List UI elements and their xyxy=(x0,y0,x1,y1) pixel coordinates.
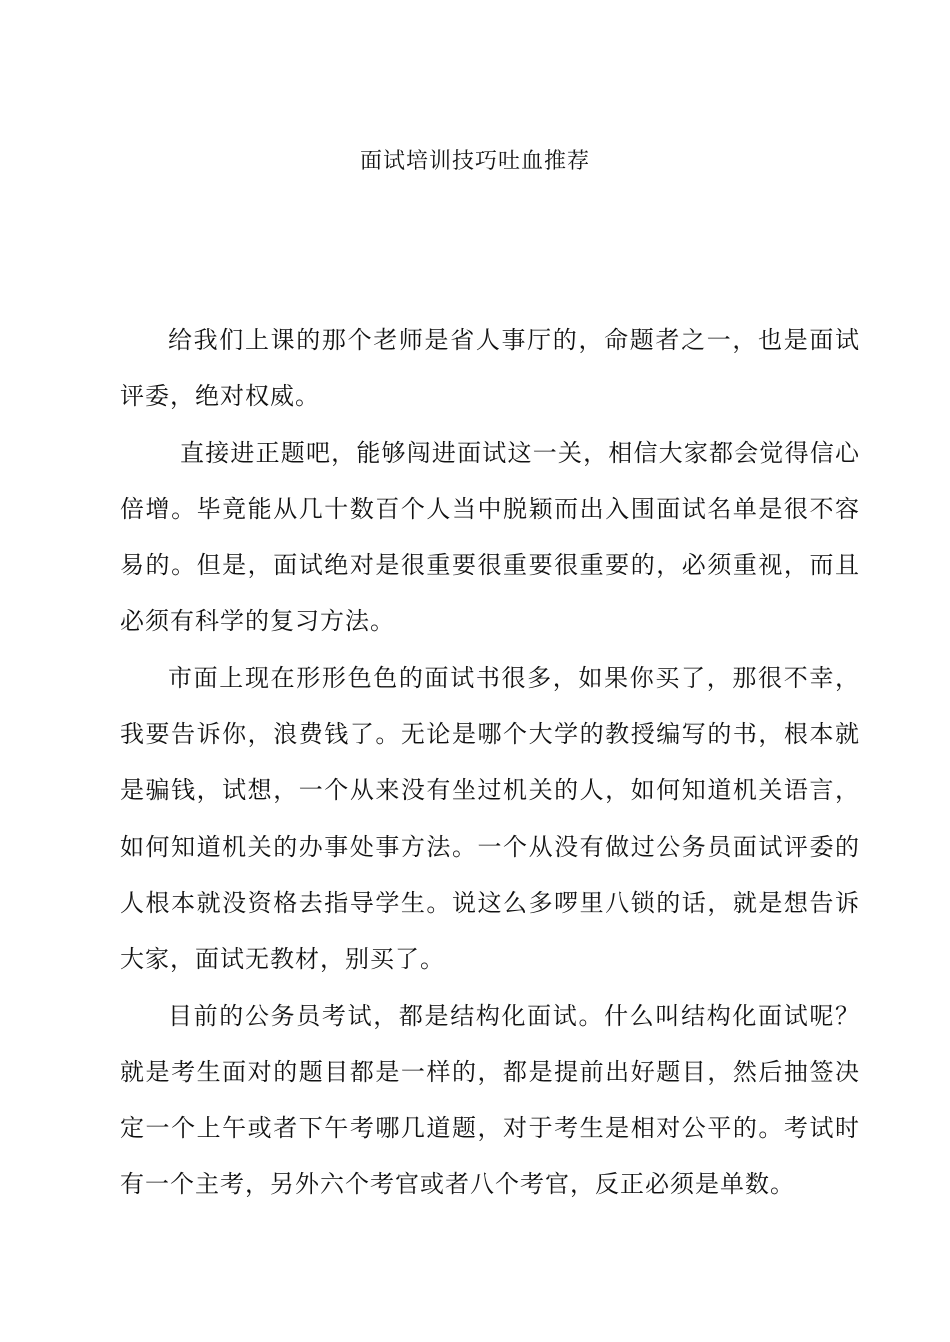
paragraph-1: 给我们上课的那个老师是省人事厅的，命题者之一，也是面试评委，绝对权威。 xyxy=(120,326,860,411)
paragraph-3: 市面上现在形形色色的面试书很多，如果你买了，那很不幸，我要告诉你，浪费钱了。无论是哪个大学的教授编写的书，根本就是骗钱，试想，一个从来没有坐过机关的人，如何知道机关语言，如何知道机关的办事处事方法。一个从没有做过公务员面试评委的人根本就没资格去指导学生。说这么多啰里八锁的话，就是想告诉大家，面试无教材，别买了。 xyxy=(120,663,860,974)
paragraph-4: 目前的公务员考试，都是结构化面试。什么叫结构化面试呢？就是考生面对的题目都是一样的，都是提前出好题目，然后抽签决定一个上午或者下午考哪几道题，对于考生是相对公平的。考试时有一个主考，另外六个考官或者八个考官，反正必须是单数。 xyxy=(120,1001,860,1199)
document-title: 面试培训技巧吐血推荐 xyxy=(359,149,590,174)
document-body xyxy=(120,312,860,1213)
paragraph-2: 直接进正题吧，能够闯进面试这一关，相信大家都会觉得信心倍增。毕竟能从几十数百个人当中脱颖而出入围面试名单是很不容易的。但是，面试绝对是很重要很重要很重要的，必须重视，而且必须有科学的复习方法。 xyxy=(120,438,860,636)
